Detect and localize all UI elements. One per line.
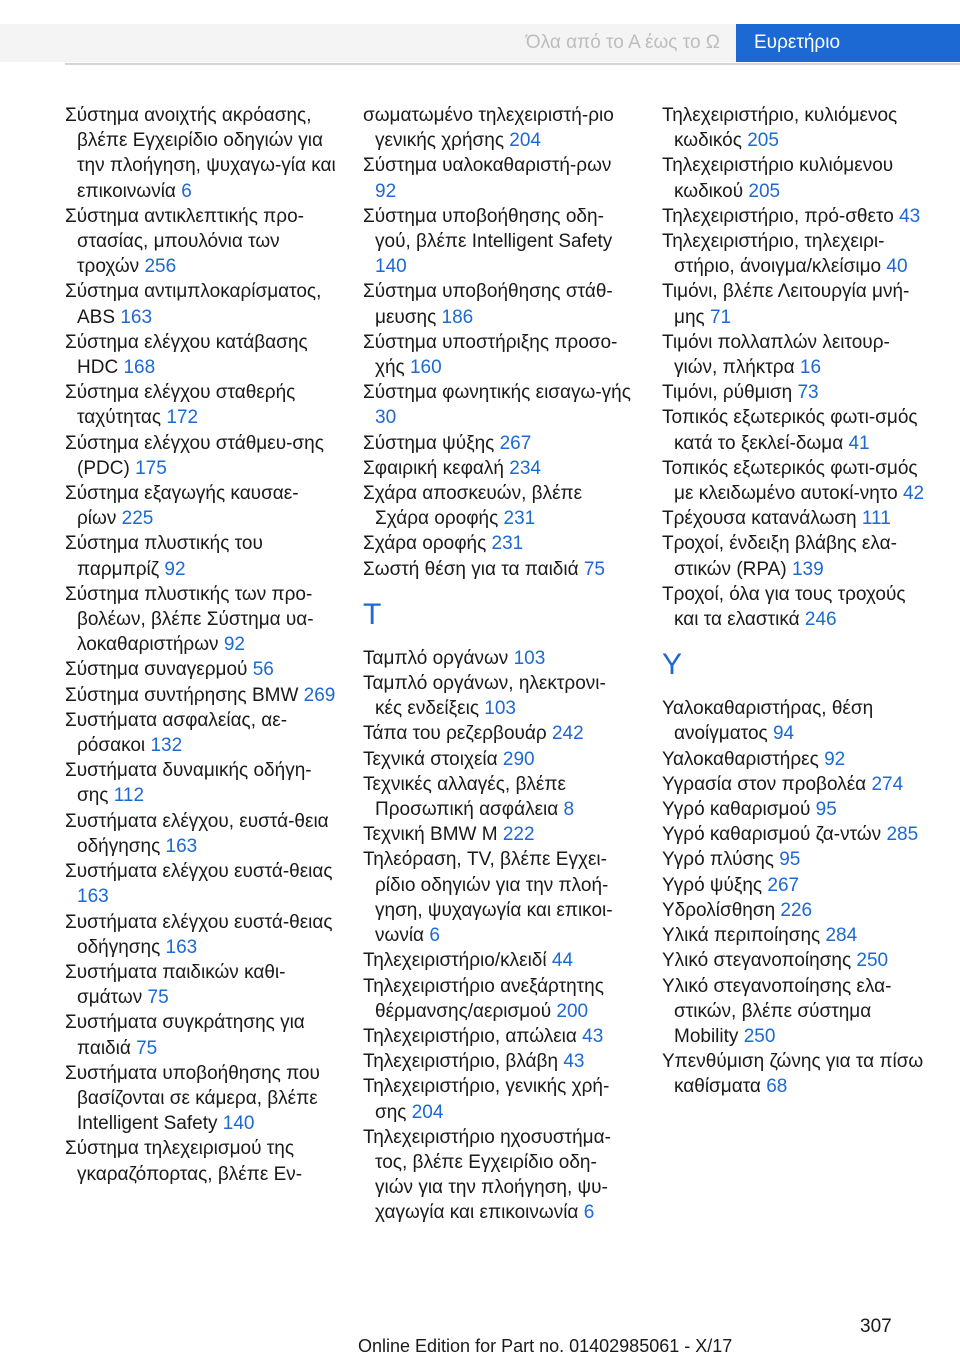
index-entry (363, 671, 631, 721)
page-link[interactable]: 269 (303, 684, 336, 706)
index-entry-text: Υγρό καθαρισμού ζα‐ντών (662, 824, 882, 846)
index-entry (662, 873, 930, 898)
index-entry-text: Τεχνικά στοιχεία (363, 748, 498, 770)
index-entry (363, 1074, 631, 1124)
index-entry (363, 204, 631, 280)
index-entry-text: Υγρασία στον προβολέα (662, 773, 867, 795)
page-link[interactable]: 163 (120, 306, 153, 328)
index-entry (662, 204, 930, 229)
page-link[interactable]: 175 (135, 457, 167, 479)
index-entry (65, 103, 337, 204)
index-entry (363, 847, 631, 948)
section-title: Όλα από το Α έως το Ω (0, 24, 736, 62)
page-link[interactable]: 103 (484, 698, 516, 720)
index-entry (662, 279, 930, 329)
index-entry-text: Σύστημα συντήρησης BMW (65, 684, 299, 706)
index-column-1 (65, 103, 337, 1187)
index-entry (65, 910, 337, 960)
index-entry (363, 948, 631, 973)
page-link[interactable]: 92 (824, 748, 846, 770)
index-entry-text: Τεχνικές αλλαγές, βλέπε Προσωπική ασφάλεια (363, 773, 566, 821)
page-link[interactable]: 43 (563, 1051, 585, 1073)
index-entry-text: Σύστημα υαλοκαθαριστή‐ρων (363, 155, 612, 177)
index-entry (65, 657, 337, 682)
index-entry-text: Υδρολίσθηση (662, 899, 776, 921)
page-link[interactable]: 284 (825, 925, 858, 947)
index-entry (65, 1061, 337, 1137)
page-link[interactable]: 43 (899, 205, 921, 227)
page-link[interactable]: 16 (799, 357, 822, 379)
index-entry (662, 797, 930, 822)
index-entry-text: Σύστημα αντικλεπτικής προ‐στασίας, μπουλόνια των τροχών (65, 205, 304, 278)
page-link[interactable]: 71 (709, 306, 732, 328)
index-entry (662, 380, 930, 405)
index-entry (65, 809, 337, 859)
index-entry-text: Τροχοί, ένδειξη βλάβης ελα‐στικών (RPA) (662, 533, 897, 580)
index-entry-text: Σύστημα ελέγχου κατάβασης HDC (65, 331, 308, 379)
index-column-2 (363, 103, 631, 1226)
page-header (0, 0, 960, 86)
index-entry (662, 847, 930, 872)
page-link[interactable]: 267 (767, 874, 800, 896)
index-entry (65, 683, 337, 708)
index-entry-text: Συστήματα ελέγχου ευστά‐θειας (65, 861, 333, 883)
page-link[interactable]: 267 (499, 432, 532, 454)
index-entry-text: Τηλεχειριστήριο, βλάβη (363, 1051, 559, 1073)
page-link[interactable]: 6 (429, 925, 440, 947)
index-entry-text: Συστήματα ελέγχου ευστά‐θειας οδήγησης (65, 911, 333, 958)
index-entry-text: Σφαιρική κεφαλή (363, 457, 504, 479)
page-link[interactable]: 73 (797, 382, 819, 404)
index-entry-text: Τηλεόραση, TV, βλέπε Εγχει‐ρίδιο οδηγιών για την πλοή‐γηση, ψυχαγωγία και επικοι‐νωνία (363, 849, 613, 947)
index-entry-text: Υαλοκαθαριστήρες (662, 748, 819, 770)
index-entry-text: Σύστημα φωνητικής εισαγω‐γής (363, 382, 631, 404)
index-entry (363, 822, 631, 847)
index-entry-text: Υλικό στεγανοποίησης (662, 950, 852, 972)
index-entry-text: Σύστημα πλυστικής του παρμπρίζ (65, 533, 263, 580)
page-link[interactable]: 140 (375, 256, 407, 278)
page-number: 307 (860, 1316, 892, 1337)
index-entry (65, 758, 337, 808)
index-entry (662, 456, 930, 506)
page-link[interactable]: 205 (748, 180, 781, 202)
page-link[interactable]: 205 (747, 130, 779, 152)
index-entry-text: Υλικό στεγανοποίησης ελα‐στικών, βλέπε σύστημα Mobility (662, 975, 892, 1047)
index-entry (363, 646, 631, 671)
page-link[interactable]: 250 (743, 1025, 776, 1047)
index-entry (363, 531, 631, 556)
index-entry (662, 696, 930, 746)
index-entry-text: Υγρό πλύσης (662, 849, 774, 871)
index-entry (65, 960, 337, 1010)
page-link[interactable]: 225 (121, 508, 154, 530)
page-link[interactable]: 92 (164, 558, 186, 580)
index-entry-text: Συστήματα παιδικών καθι‐σμάτων (65, 961, 286, 1009)
index-entry (363, 431, 631, 456)
index-entry (363, 279, 631, 329)
page-link[interactable]: 41 (848, 432, 870, 454)
index-entry (65, 481, 337, 531)
index-entry-text: Σωστή θέση για τα παιδιά (363, 558, 579, 580)
index-entry (662, 747, 930, 772)
index-entry-text: Τηλεχειριστήριο, τηλεχειρι‐στήριο, άνοιγμα/κλείσιμο (662, 231, 885, 278)
index-entry-text: Σύστημα ανοιχτής ακρόασης, βλέπε Εγχειρίδιο οδηγιών για την πλοήγηση, ψυχαγω‐γία και επικοινωνία (65, 105, 336, 202)
index-entry (65, 708, 337, 758)
index-entry-text: Υαλοκαθαριστήρας, θέση ανοίγματος (662, 698, 874, 745)
page-link[interactable]: 132 (150, 735, 183, 757)
index-entry (65, 431, 337, 481)
page-link[interactable]: 95 (815, 799, 837, 821)
index-entry-text: Τοπικός εξωτερικός φωτι‐σμός με κλειδωμένο αυτοκί‐νητο (662, 457, 918, 505)
index-entry (363, 330, 631, 380)
page-link[interactable]: 139 (791, 558, 824, 580)
index-entry-text: Σχάρα οροφής (363, 533, 487, 555)
index-entry (363, 1024, 631, 1049)
index-entry (65, 279, 337, 329)
index-entry-text: Υγρό καθαρισμού (662, 799, 811, 821)
page-link[interactable]: 242 (551, 723, 584, 745)
page-link[interactable]: 40 (886, 256, 908, 278)
index-entry (363, 772, 631, 822)
index-entry-text: Σύστημα υποστήριξης προσο‐χής (363, 331, 618, 379)
index-entry (662, 772, 930, 797)
page-link[interactable]: 44 (551, 950, 574, 972)
index-entry (65, 204, 337, 280)
index-entry (662, 506, 930, 531)
index-entry (363, 1049, 631, 1074)
index-entry-text: Συστήματα δυναμικής οδήγη‐σης (65, 760, 312, 807)
index-entry-text: Τροχοί, όλα για τους τροχούς και τα ελαστικά (662, 583, 906, 631)
index-column-3 (662, 103, 930, 1100)
page-link[interactable]: 92 (223, 634, 245, 656)
page-link[interactable]: 231 (503, 508, 536, 530)
letter-heading-y: Υ (662, 648, 683, 682)
page-link[interactable]: 43 (582, 1025, 604, 1047)
index-entry (363, 153, 631, 203)
page-link[interactable]: 6 (181, 180, 192, 202)
index-entry-text: Τηλεχειριστήριο κυλιόμενου κωδικού (662, 155, 894, 202)
page-link[interactable]: 30 (375, 407, 397, 429)
page-link[interactable]: 42 (902, 483, 925, 505)
index-entry (662, 582, 930, 632)
edition-note: Online Edition for Part no. 01402985061 - X/17 (358, 1336, 733, 1356)
page-link[interactable]: 8 (563, 799, 575, 821)
index-entry (363, 481, 631, 531)
index-entry (65, 531, 337, 581)
index-entry (662, 822, 930, 847)
page-link[interactable]: 226 (780, 899, 813, 921)
index-entry (662, 405, 930, 455)
index-entry (363, 721, 631, 746)
index-entry (363, 456, 631, 481)
page-link[interactable]: 163 (165, 835, 198, 857)
index-entry (363, 974, 631, 1024)
index-entry-text: Τεχνική BMW M (363, 824, 498, 846)
index-entry (65, 582, 337, 658)
header-divider (65, 63, 960, 65)
page-link[interactable]: 163 (77, 886, 109, 908)
index-entry (363, 103, 631, 153)
index-entry-text: Τηλεχειριστήριο, κυλιόμενος κωδικός (662, 105, 898, 152)
page-link[interactable]: 250 (856, 950, 889, 972)
index-entry-text: Σύστημα υποβοήθησης στάθ‐μευσης (363, 281, 613, 328)
index-entry (65, 1136, 337, 1186)
page-link[interactable]: 75 (583, 558, 605, 580)
index-entry (65, 330, 337, 380)
index-entry (65, 380, 337, 430)
index-entry-text: Σύστημα υποβοήθησης οδη‐γού, βλέπε Intelligent Safety (363, 205, 613, 253)
page-link[interactable]: 204 (411, 1101, 444, 1123)
page-link[interactable]: 56 (252, 659, 274, 681)
page-link[interactable]: 94 (772, 723, 795, 745)
page-link[interactable]: 231 (491, 533, 524, 555)
page-link[interactable]: 92 (375, 180, 397, 202)
index-entry-text: Τηλεχειριστήριο ηχοσυστήμα‐τος, βλέπε Εγχειρίδιο οδη‐γιών για την πλοήγηση, ψυ‐χαγωγία και επικοινωνία (363, 1126, 611, 1224)
index-entry-text: Τιμόνι, ρύθμιση (662, 382, 793, 404)
page-link[interactable]: 222 (502, 824, 535, 846)
page-link[interactable]: 172 (166, 407, 199, 429)
page-link[interactable]: 75 (147, 987, 169, 1009)
index-entry-text: Τηλεχειριστήριο ανεξάρτητης θέρμανσης/αερισμού (363, 975, 604, 1022)
page-link[interactable]: 95 (779, 849, 801, 871)
page-link[interactable]: 246 (804, 609, 837, 631)
page-link[interactable]: 163 (165, 936, 198, 958)
index-entry-text: Σύστημα ελέγχου σταθερής ταχύτητας (65, 382, 296, 429)
index-entry (662, 103, 930, 153)
page-link[interactable]: 140 (222, 1113, 255, 1135)
page-link[interactable]: 112 (113, 785, 145, 807)
index-entry-text: Τηλεχειριστήριο, πρό‐σθετο (662, 205, 894, 227)
index-entry-text: Συστήματα υποβοήθησης που βασίζονται σε κάμερα, βλέπε Intelligent Safety (65, 1062, 320, 1135)
index-entry-text: Σύστημα ψύξης (363, 432, 495, 454)
page-link[interactable]: 103 (513, 647, 546, 669)
index-entry-text: Ταμπλό οργάνων (363, 647, 509, 669)
page-link[interactable]: 68 (766, 1076, 788, 1098)
index-entry-text: σωματωμένο τηλεχειριστή‐ριο γενικής χρήσης (363, 105, 614, 152)
index-entry-text: Σύστημα ελέγχου στάθμευ‐σης (PDC) (65, 432, 324, 479)
page-link[interactable]: 274 (871, 773, 904, 795)
page-link[interactable]: 200 (556, 1000, 589, 1022)
index-entry-text: Υλικά περιποίησης (662, 925, 821, 947)
index-entry-text: Τηλεχειριστήριο, απώλεια (363, 1025, 577, 1047)
index-entry (662, 229, 930, 279)
index-entry (662, 1049, 930, 1099)
index-entry-text: Συστήματα ελέγχου, ευστά‐θεια οδήγησης (65, 810, 329, 857)
index-entry-text: Υπενθύμιση ζώνης για τα πίσω καθίσματα (662, 1051, 924, 1098)
page-link[interactable]: 256 (144, 256, 177, 278)
index-entry-text: Τιμόνι, βλέπε Λειτουργία μνή‐μης (662, 281, 910, 328)
index-entry (662, 974, 930, 1050)
index-entry-text: Τηλεχειριστήριο/κλειδί (363, 950, 547, 972)
index-entry (662, 531, 930, 581)
page-link[interactable]: 290 (502, 748, 535, 770)
letter-heading-t: Τ (363, 597, 382, 631)
index-entry-text: Συστήματα ασφαλείας, αε‐ρόσακοι (65, 709, 288, 757)
page-link[interactable]: 186 (441, 306, 474, 328)
index-entry (65, 859, 337, 909)
page-link[interactable]: 285 (886, 824, 919, 846)
index-entry-text: Τάπα του ρεζερβουάρ (363, 723, 547, 745)
index-entry (662, 948, 930, 973)
index-entry-text: Τρέχουσα κατανάλωση (662, 508, 857, 530)
index-entry (363, 1125, 631, 1226)
page-link[interactable]: 168 (123, 357, 156, 379)
index-entry-text: Υγρό ψύξης (662, 874, 763, 896)
index-entry-text: Σύστημα συναγερμού (65, 659, 248, 681)
index-entry-text: Τοπικός εξωτερικός φωτι‐σμός κατά το ξεκλεί‐δωμα (662, 407, 918, 454)
index-entry-text: Τιμόνι πολλαπλών λειτουρ‐γιών, πλήκτρα (662, 331, 890, 379)
index-tab[interactable]: Ευρετήριο (736, 24, 960, 62)
page-link[interactable]: 160 (409, 357, 442, 379)
index-entry (363, 557, 631, 582)
page-link[interactable]: 204 (509, 130, 541, 152)
page-link[interactable]: 6 (583, 1202, 595, 1224)
index-entry (662, 923, 930, 948)
page-link[interactable]: 75 (136, 1037, 158, 1059)
index-entry (363, 380, 631, 430)
index-entry-text: Ταμπλό οργάνων, ηλεκτρονι‐κές ενδείξεις (363, 673, 606, 720)
index-entry (662, 330, 930, 380)
page-link[interactable]: 234 (509, 457, 541, 479)
index-entry-text: Σύστημα αντιμπλοκαρίσματος, ABS (65, 281, 322, 328)
index-entry (662, 898, 930, 923)
index-entry (363, 747, 631, 772)
index-entry-text: Σύστημα πλυστικής των προ‐βολέων, βλέπε Σύστημα υα‐λοκαθαριστήρων (65, 583, 314, 656)
index-entry-text: Σχάρα αποσκευών, βλέπε Σχάρα οροφής (363, 483, 583, 530)
index-entry-text: Τηλεχειριστήριο, γενικής χρή‐σης (363, 1076, 610, 1123)
index-entry-text: Σύστημα τηλεχειρισμού της γκαραζόπορτας, βλέπε Εν‐ (65, 1138, 303, 1185)
index-entry-text: Σύστημα εξαγωγής καυσαε‐ρίων (65, 483, 299, 530)
page-link[interactable]: 111 (861, 508, 891, 530)
index-entry (65, 1010, 337, 1060)
index-entry (662, 153, 930, 203)
index-entry-text: Συστήματα συγκράτησης για παιδιά (65, 1012, 305, 1059)
